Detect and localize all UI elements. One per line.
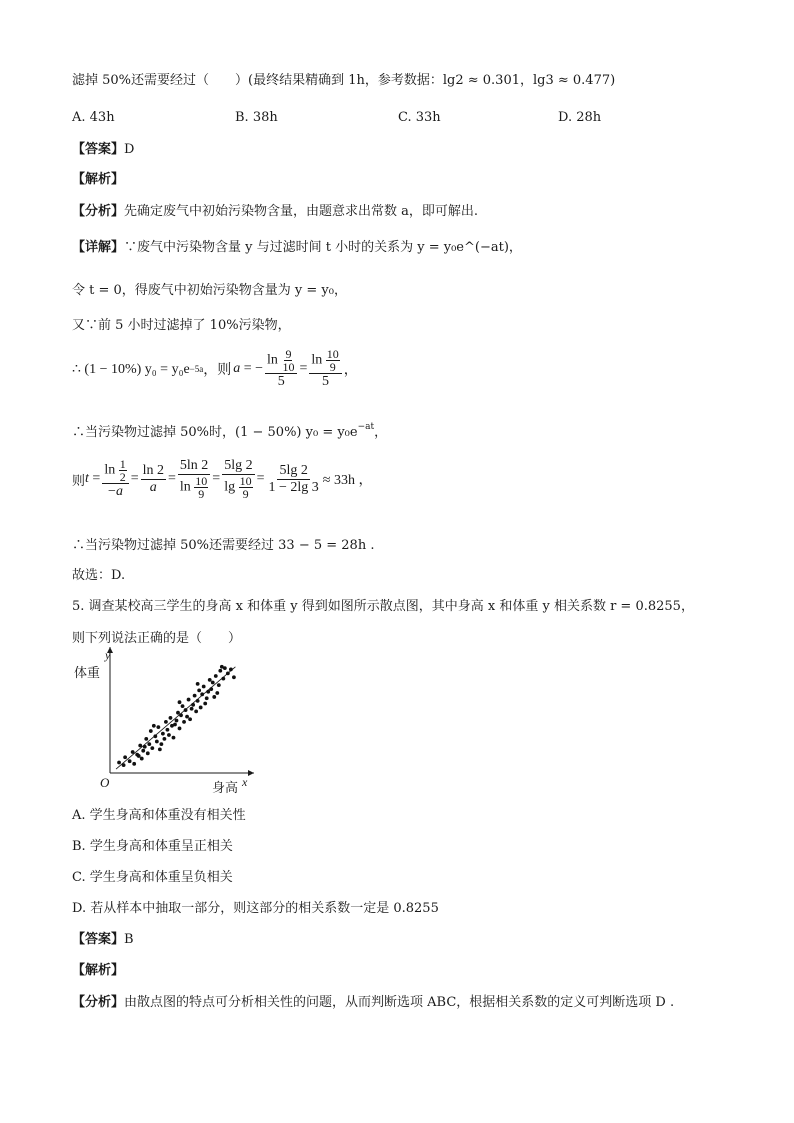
- data-point: [128, 759, 132, 763]
- answer-value: B: [124, 932, 134, 947]
- data-point: [161, 732, 165, 736]
- data-point: [163, 737, 167, 741]
- analysis-tag: 【解析】: [72, 963, 125, 978]
- data-point: [137, 754, 141, 758]
- data-point: [173, 723, 177, 727]
- data-point: [199, 706, 203, 710]
- analysis-tag: 【解析】: [72, 172, 125, 187]
- q4-result-line: ∴当污染物过滤掉 50%还需要经过 33 − 5 = 28h .: [72, 538, 375, 553]
- data-point: [155, 740, 159, 744]
- fenxi-tag: 【分析】: [72, 204, 125, 219]
- data-point: [176, 711, 180, 715]
- origin-label: O: [100, 775, 110, 790]
- data-point: [156, 725, 160, 729]
- q4-fenxi-line: [72, 203, 478, 221]
- data-point: [203, 702, 207, 706]
- data-point: [209, 687, 213, 691]
- q4-answer-line: [72, 141, 134, 159]
- q4-choose-line: 故选：D.: [72, 568, 126, 583]
- data-point: [200, 692, 204, 696]
- fraction-5ln2: 5ln 2 ln $\frac{10}{9}$: [179, 458, 209, 501]
- data-point: [196, 699, 200, 703]
- data-point: [191, 703, 195, 707]
- data-point: [194, 709, 198, 713]
- data-point: [178, 700, 182, 704]
- q4-option-c: C. 33h: [398, 110, 441, 125]
- data-point: [202, 685, 206, 689]
- q5-answer-line: [72, 931, 134, 949]
- data-point: [153, 734, 157, 738]
- data-point: [138, 744, 142, 748]
- data-point: [122, 763, 126, 767]
- data-point: [205, 696, 209, 700]
- q5-option-a: A. 学生身高和体重没有相关性: [72, 808, 246, 823]
- fenxi-tag: 【分析】: [72, 995, 125, 1010]
- data-point: [229, 668, 233, 672]
- data-point: [215, 691, 219, 695]
- q4-option-a: A. 43h: [72, 110, 115, 125]
- data-point: [158, 748, 162, 752]
- data-point: [184, 708, 188, 712]
- formula-a-left: ∴ (1 − 10%) y₀ = y₀e: [72, 361, 190, 377]
- data-point: [132, 762, 136, 766]
- data-point: [193, 694, 197, 698]
- data-point: [188, 717, 192, 721]
- q5-fenxi-line: [72, 994, 674, 1012]
- plot-points: [117, 665, 236, 767]
- y-axis-label: 体重: [74, 666, 101, 681]
- q5-option-d: D. 若从样本中抽取一部分，则这部分的相关系数一定是 0.8255: [72, 901, 439, 916]
- fraction-ln2-a: $\frac{\ln 2}{a}$: [142, 462, 164, 495]
- data-point: [185, 715, 189, 719]
- data-point: [150, 746, 154, 750]
- q4-also-line: 又∵前 5 小时过滤掉了 10%污染物，: [72, 318, 291, 333]
- data-point: [159, 742, 163, 746]
- q4-formula-a: ∴ (1 − 10%) y₀ = y₀e −5a ，则 a = − ln $\frac{9}{10}$ 5 = ln $\frac{10}{9}$ 5 ，: [72, 347, 358, 389]
- data-point: [117, 761, 121, 765]
- data-point: [178, 727, 182, 731]
- xiangjie-tag: 【详解】: [72, 240, 125, 255]
- data-point: [226, 671, 230, 675]
- fenxi-text: 由散点图的特点可分析相关性的问题，从而判断选项 ABC，根据相关系数的定义可判断选项 D .: [124, 995, 675, 1010]
- answer-value: D: [124, 142, 135, 157]
- q4-option-d: D. 28h: [558, 110, 602, 125]
- data-point: [220, 665, 224, 669]
- data-point: [196, 682, 200, 686]
- data-point: [197, 689, 201, 693]
- data-point: [169, 716, 173, 720]
- data-point: [211, 681, 215, 685]
- data-point: [123, 755, 127, 759]
- q4-option-b: B. 38h: [235, 110, 278, 125]
- answer-tag: 【答案】: [72, 932, 125, 947]
- q5-stem-line1: 5. 调查某校高三学生的身高 x 和体重 y 得到如图所示散点图，其中身高 x 和体重 y 相关系数 r = 0.8255，: [72, 599, 694, 614]
- data-point: [144, 737, 148, 741]
- fraction-5lg2-1-2lg3: $\frac{5\lg 2}{1 - 2\lg 3}$: [268, 462, 319, 495]
- data-point: [146, 751, 150, 755]
- q5-stem-line2: 则下列说法正确的是（ ）: [72, 631, 242, 646]
- q4-therefore2-line: [72, 418, 387, 442]
- formula-a-exp: −5a: [189, 364, 204, 374]
- y-axis-letter: y: [105, 648, 111, 662]
- data-point: [143, 745, 147, 749]
- data-point: [206, 690, 210, 694]
- answer-tag: 【答案】: [72, 142, 125, 157]
- data-point: [221, 677, 225, 681]
- trend-line: [116, 667, 235, 769]
- data-point: [172, 736, 176, 740]
- q4-formula-t: 则 t = ln $\frac{1}{2}$ −a = $\frac{\ln 2}{a}$ = 5ln 2 ln $\frac{10}{9}$ = 5lg 2 lg $\frac{10}{9}$ = $\frac{5\lg 2}{1 - 2\lg 3}$ ≈ 33h ，: [72, 457, 373, 501]
- data-point: [190, 707, 194, 711]
- data-point: [212, 695, 216, 699]
- data-point: [217, 683, 221, 687]
- fraction-5lg2: 5lg 2 lg $\frac{10}{9}$: [224, 458, 253, 501]
- q4-analysis-tag: [72, 171, 124, 189]
- fraction-ln-10-9: ln $\frac{10}{9}$ 5: [309, 348, 341, 390]
- q4-let-line: 令 t = 0，得废气中初始污染物含量为 y = y₀，: [72, 283, 347, 298]
- data-point: [167, 733, 171, 737]
- data-point: [214, 674, 218, 678]
- data-point: [152, 724, 156, 728]
- data-point: [187, 698, 191, 702]
- plot-axes: [107, 647, 254, 776]
- formula-a-mid: ，则: [203, 363, 232, 378]
- fraction-ln-half: ln $\frac{1}{2}$ −a: [102, 458, 128, 500]
- fenxi-text: 先确定废气中初始污染物含量，由题意求出常数 a，即可解出.: [124, 204, 479, 219]
- xiangjie-text: ∵废气中污染物含量 y 与过滤时间 t 小时的关系为 y = y₀e^(−at)，: [124, 240, 522, 255]
- x-axis-letter: x: [242, 775, 248, 789]
- q4-xiangjie-line: [72, 239, 522, 257]
- fraction-ln-9-10: ln $\frac{9}{10}$ 5: [265, 348, 297, 390]
- x-axis-arrow: [248, 770, 254, 776]
- data-point: [182, 720, 186, 724]
- data-point: [208, 678, 212, 682]
- x-axis-label: 身高: [212, 781, 239, 796]
- formula-b-exp: −at: [357, 422, 375, 432]
- data-point: [232, 675, 236, 679]
- data-point: [147, 742, 151, 746]
- q5-option-c: C. 学生身高和体重呈负相关: [72, 870, 233, 885]
- data-point: [149, 729, 153, 733]
- data-point: [164, 720, 168, 724]
- q5-option-b: B. 学生身高和体重呈正相关: [72, 839, 233, 854]
- formula-b-left: ∴当污染物过滤掉 50%时，(1 − 50%) y₀ = y₀e: [72, 425, 358, 440]
- data-point: [166, 728, 170, 732]
- data-point: [141, 749, 145, 753]
- formula-b-end: ，: [374, 425, 388, 440]
- data-point: [131, 750, 135, 754]
- data-point: [179, 713, 183, 717]
- data-point: [140, 757, 144, 761]
- scatter-plot: [70, 645, 260, 805]
- data-point: [181, 704, 185, 708]
- q4-stem-tail: 滤掉 50%还需要经过（ ）(最终结果精确到 1h，参考数据：lg2 ≈ 0.301，lg3 ≈ 0.477): [72, 73, 616, 88]
- data-point: [175, 719, 179, 723]
- q5-analysis-tag: [72, 962, 124, 980]
- data-point: [218, 669, 222, 673]
